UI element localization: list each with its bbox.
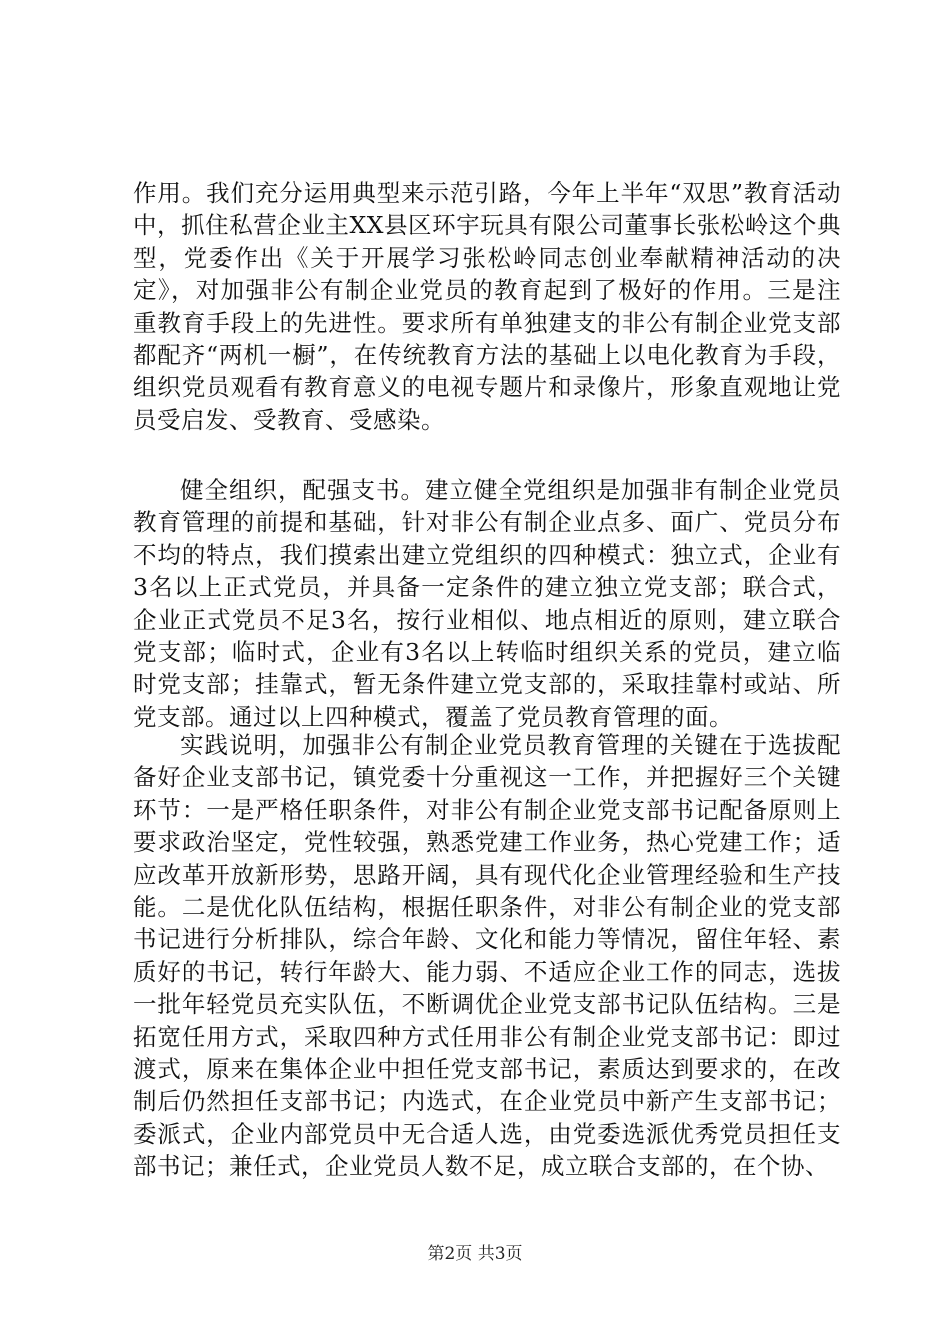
page-footer: 第2页 共3页	[427, 1244, 523, 1264]
paragraph-education-methods: 作用。我们充分运用典型来示范引路，今年上半年“双思”教育活动中，抓住私营企业主XX县区环宇玩具有限公司董事长张松岭这个典型，党委作出《关于开展学习张松岭同志创业奉献精神活动的决定》，对加强非公有制企业党员的教育起到了极好的作用。三是注重教育手段上的先进性。要求所有单独建支的非公有制企业党支部都配齐“两机一橱”，在传统教育方法的基础上以电化教育为手段，组织党员观看有教育意义的电视专题片和录像片，形象直观地让党员受启发、受教育、受感染。	[133, 179, 841, 434]
paragraph-branch-secretary: 实践说明，加强非公有制企业党员教育管理的关键在于选拔配备好企业支部书记，镇党委十分重视这一工作，并把握好三个关键环节：一是严格任职条件，对非公有制企业党支部书记配备原则上要求政治坚定，党性较强，熟悉党建工作业务，热心党建工作；适应改革开放新形势，思路开阔，具有现代化企业管理经验和生产技能。二是优化队伍结构，根据任职条件，对非公有制企业的党支部书记进行分析排队，综合年龄、文化和能力等情况，留住年轻、素质好的书记，转行年龄大、能力弱、不适应企业工作的同志，选拔一批年轻党员充实队伍，不断调优企业党支部书记队伍结构。三是拓宽任用方式，采取四种方式任用非公有制企业党支部书记：即过渡式，原来在集体企业中担任党支部书记，素质达到要求的，在改制后仍然担任支部书记；内选式，在企业党员中新产生支部书记；委派式，企业内部党员中无合适人选，由党委选派优秀党员担任支部书记；兼任式，企业党员人数不足，成立联合支部的，在个协、	[133, 731, 841, 1181]
paragraph-party-organization: 健全组织，配强支书。建立健全党组织是加强非有制企业党员教育管理的前提和基础，针对非公有制企业点多、面广、党员分布不均的特点，我们摸索出建立党组织的四种模式：独立式，企业有3名以上正式党员，并具备一定条件的建立独立党支部；联合式，企业正式党员不足3名，按行业相似、地点相近的原则，建立联合党支部；临时式，企业有3名以上转临时组织关系的党员，建立临时党支部；挂靠式，暂无条件建立党支部的，采取挂靠村或站、所党支部。通过以上四种模式，覆盖了党员教育管理的面。	[133, 476, 841, 731]
